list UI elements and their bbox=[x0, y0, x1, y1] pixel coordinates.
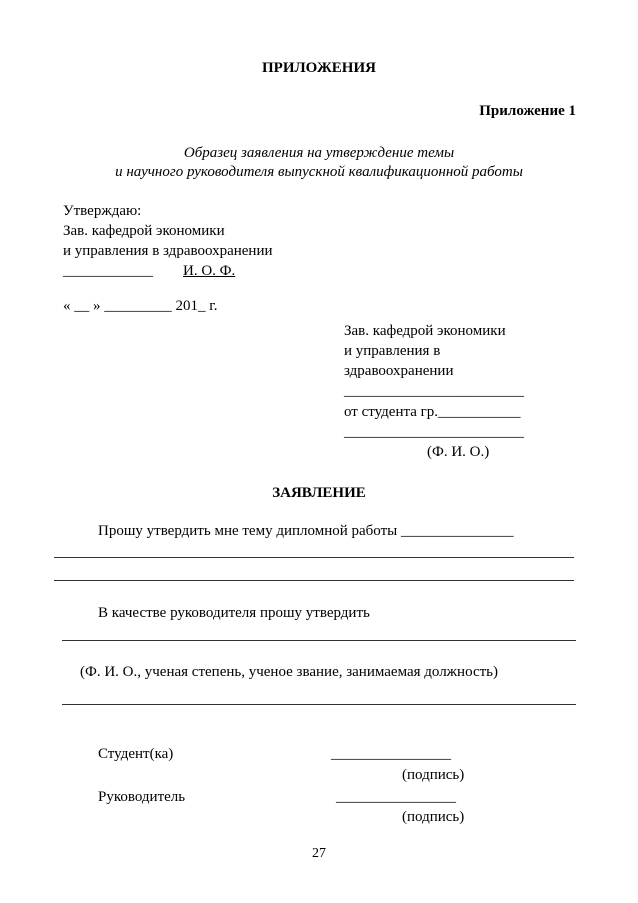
topic-request: Прошу утвердить мне тему дипломной работы _______________ bbox=[98, 523, 514, 539]
supervisor-signature-hint: (подпись) bbox=[402, 809, 465, 825]
addressee-line1: Зав. кафедрой экономики bbox=[344, 323, 506, 339]
topic-continuation-line-1 bbox=[54, 557, 574, 558]
supervisor-hint: (Ф. И. О., ученая степень, ученое звание, занимаемая должность) bbox=[80, 664, 498, 680]
sample-caption-line2: и научного руководителя выпускной квалификационной работы bbox=[115, 164, 523, 180]
approval-date: « __ » _________ 201_ г. bbox=[63, 298, 218, 314]
addressee-line2: и управления в bbox=[344, 343, 441, 359]
addressee-fio-hint: (Ф. И. О.) bbox=[427, 444, 490, 460]
supervisor-label: Руководитель bbox=[98, 789, 186, 805]
appendix-number: Приложение 1 bbox=[479, 103, 576, 119]
page-number: 27 bbox=[312, 846, 326, 861]
addressee-blank-line: ________________________ bbox=[344, 383, 524, 399]
addressee-student-blank: ________________________ bbox=[344, 424, 524, 440]
topic-continuation-line-2 bbox=[54, 580, 574, 581]
supervisor-request: В качестве руководителя прошу утвердить bbox=[98, 605, 370, 621]
section-title: ПРИЛОЖЕНИЯ bbox=[262, 60, 376, 76]
addressee-line3: здравоохранении bbox=[344, 363, 454, 379]
approval-name: И. О. Ф. bbox=[183, 263, 236, 279]
student-signature-hint: (подпись) bbox=[402, 767, 465, 783]
supervisor-blank-line bbox=[62, 640, 576, 641]
supervisor-signature-blank: ________________ bbox=[336, 789, 456, 805]
approval-signature-blank: ____________ bbox=[63, 263, 153, 279]
sample-caption-line1: Образец заявления на утверждение темы bbox=[183, 145, 455, 161]
addressee-from-student: от студента гр.___________ bbox=[344, 404, 521, 420]
supervisor-hint-line bbox=[62, 704, 576, 705]
student-label: Студент(ка) bbox=[98, 746, 174, 762]
statement-heading: ЗАЯВЛЕНИЕ bbox=[272, 485, 366, 501]
approval-label: Утверждаю: bbox=[63, 203, 142, 219]
approval-position-line1: Зав. кафедрой экономики bbox=[63, 223, 225, 239]
student-signature-blank: ________________ bbox=[331, 746, 451, 762]
approval-position-line2: и управления в здравоохранении bbox=[63, 243, 273, 259]
